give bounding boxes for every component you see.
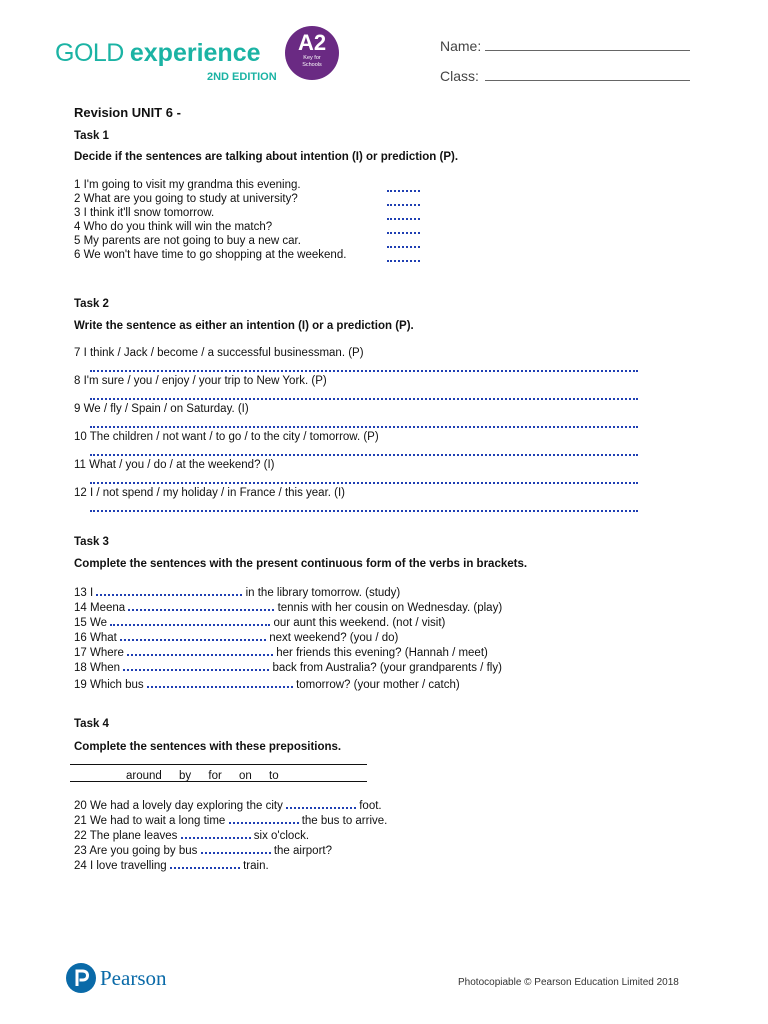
task4-item-21-pre: 21 We had to wait a long time [74, 815, 226, 827]
task1-instruction: Decide if the sentences are talking about intention (I) or prediction (P). [74, 151, 459, 163]
word-box-top-border [70, 764, 367, 765]
task3-answer-14[interactable] [128, 599, 274, 611]
logo [55, 40, 261, 70]
task1-answer-5[interactable] [387, 236, 420, 248]
task2-answer-9[interactable] [90, 426, 638, 428]
task2-answer-12[interactable] [90, 510, 638, 512]
word-box-word: by [179, 770, 192, 782]
task2-heading: Task 2 [74, 298, 109, 310]
task4-answer-20[interactable] [286, 797, 356, 809]
task3-heading: Task 3 [74, 536, 109, 548]
task3-item-17-post: her friends this evening? (Hannah / meet) [276, 647, 488, 659]
task2-answer-8[interactable] [90, 398, 638, 400]
task4-item-22-pre: 22 The plane leaves [74, 830, 178, 842]
task3-item-19-post: tomorrow? (your mother / catch) [296, 679, 460, 691]
task2-answer-10[interactable] [90, 454, 638, 456]
name-field[interactable] [485, 50, 690, 51]
class-label: Class: [440, 68, 479, 84]
task3-item-17-pre: 17 Where [74, 647, 124, 659]
task3-item-18 [74, 659, 502, 675]
task3-item-19-pre: 19 Which bus [74, 679, 144, 691]
task4-item-24 [74, 857, 269, 873]
task4-heading: Task 4 [74, 718, 109, 730]
task1-item-5: 5 My parents are not going to buy a new car. [74, 235, 301, 247]
task3-item-14-post: tennis with her cousin on Wednesday. (play) [277, 602, 503, 614]
name-label: Name: [440, 38, 482, 54]
task3-answer-19[interactable] [147, 676, 293, 688]
task1-answer-6[interactable] [387, 250, 420, 262]
task2-item-12: 12 I / not spend / my holiday / in France / this year. (I) [74, 487, 346, 499]
task3-item-19 [74, 676, 460, 692]
task2-item-10: 10 The children / not want / to go / to the city / tomorrow. (P) [74, 431, 379, 443]
task3-answer-18[interactable] [123, 659, 269, 671]
task4-item-24-post: train. [243, 860, 269, 872]
task1-answer-3[interactable] [387, 208, 420, 220]
task3-item-13-post: in the library tomorrow. (study) [245, 587, 401, 599]
task1-item-1: 1 I'm going to visit my grandma this evening. [74, 179, 301, 191]
task2-instruction: Write the sentence as either an intention (I) or a prediction (P). [74, 320, 414, 332]
task4-item-23-pre: 23 Are you going by bus [74, 845, 198, 857]
task2-item-8: 8 I'm sure / you / enjoy / your trip to New York. (P) [74, 375, 327, 387]
task4-instruction: Complete the sentences with these prepositions. [74, 741, 342, 753]
task1-item-2: 2 What are you going to study at university? [74, 193, 298, 205]
task3-item-18-post: back from Australia? (your grandparents / fly) [272, 662, 502, 674]
task3-item-14-pre: 14 Meena [74, 602, 126, 614]
task2-item-7: 7 I think / Jack / become / a successful businessman. (P) [74, 347, 364, 359]
pearson-wordmark: Pearson [100, 966, 167, 990]
task4-item-21 [74, 812, 387, 828]
task4-item-22-post: six o'clock. [253, 830, 310, 842]
task4-item-23 [74, 842, 332, 858]
task4-item-21-post: the bus to arrive. [301, 815, 388, 827]
task3-item-14 [74, 599, 502, 615]
task3-answer-16[interactable] [120, 629, 266, 641]
task2-answer-7[interactable] [90, 370, 638, 372]
page-title: Revision UNIT 6 - [74, 105, 181, 120]
task3-item-16-pre: 16 What [74, 632, 117, 644]
task4-item-20-pre: 20 We had a lovely day exploring the city [74, 800, 283, 812]
task2-item-9: 9 We / fly / Spain / on Saturday. (I) [74, 403, 249, 415]
task1-item-3: 3 I think it'll snow tomorrow. [74, 207, 215, 219]
badge-level: A2 [297, 30, 327, 55]
pearson-logo-icon [66, 963, 96, 993]
task4-answer-24[interactable] [170, 857, 240, 869]
level-badge [285, 26, 339, 80]
task3-item-13 [74, 584, 400, 600]
task3-item-15-pre: 15 We [74, 617, 108, 629]
class-field[interactable] [485, 80, 690, 81]
task3-item-17 [74, 644, 488, 660]
task3-item-13-pre: 13 I [74, 587, 94, 599]
task4-answer-23[interactable] [201, 842, 271, 854]
word-box-word: around [126, 770, 162, 782]
task3-answer-15[interactable] [110, 614, 270, 626]
task2-answer-11[interactable] [90, 482, 638, 484]
task1-answer-2[interactable] [387, 194, 420, 206]
task1-item-4: 4 Who do you think will win the match? [74, 221, 273, 233]
task4-item-24-pre: 24 I love travelling [74, 860, 167, 872]
task3-item-15 [74, 614, 445, 630]
word-box-word: on [239, 770, 252, 782]
task4-item-23-post: the airport? [273, 845, 332, 857]
task1-heading: Task 1 [74, 130, 109, 142]
logo-edition: 2ND EDITION [207, 71, 277, 83]
logo-experience-text: experience [129, 39, 261, 67]
word-box-word: for [208, 770, 222, 782]
copyright-text: Photocopiable © Pearson Education Limited 2018 [458, 977, 679, 988]
task4-item-20 [74, 797, 382, 813]
task3-instruction: Complete the sentences with the present continuous form of the verbs in brackets. [74, 558, 528, 570]
logo-gold-text: GOLD [55, 39, 124, 67]
task4-item-20-post: foot. [359, 800, 382, 812]
task3-item-15-post: our aunt this weekend. (not / visit) [273, 617, 446, 629]
word-box-word: to [269, 770, 279, 782]
task4-item-22 [74, 827, 309, 843]
badge-sub: Key for Schools [302, 55, 322, 68]
task3-item-18-pre: 18 When [74, 662, 121, 674]
task4-answer-22[interactable] [181, 827, 251, 839]
task3-answer-13[interactable] [96, 584, 242, 596]
pearson-logo [66, 963, 96, 993]
task2-item-11: 11 What / you / do / at the weekend? (I) [74, 459, 275, 471]
task4-answer-21[interactable] [229, 812, 299, 824]
task1-answer-4[interactable] [387, 222, 420, 234]
task3-item-16-post: next weekend? (you / do) [269, 632, 399, 644]
task1-answer-1[interactable] [387, 180, 420, 192]
task3-item-16 [74, 629, 398, 645]
word-box-bottom-border [70, 781, 367, 782]
task3-answer-17[interactable] [127, 644, 273, 656]
task1-item-6: 6 We won't have time to go shopping at the weekend. [74, 249, 347, 261]
